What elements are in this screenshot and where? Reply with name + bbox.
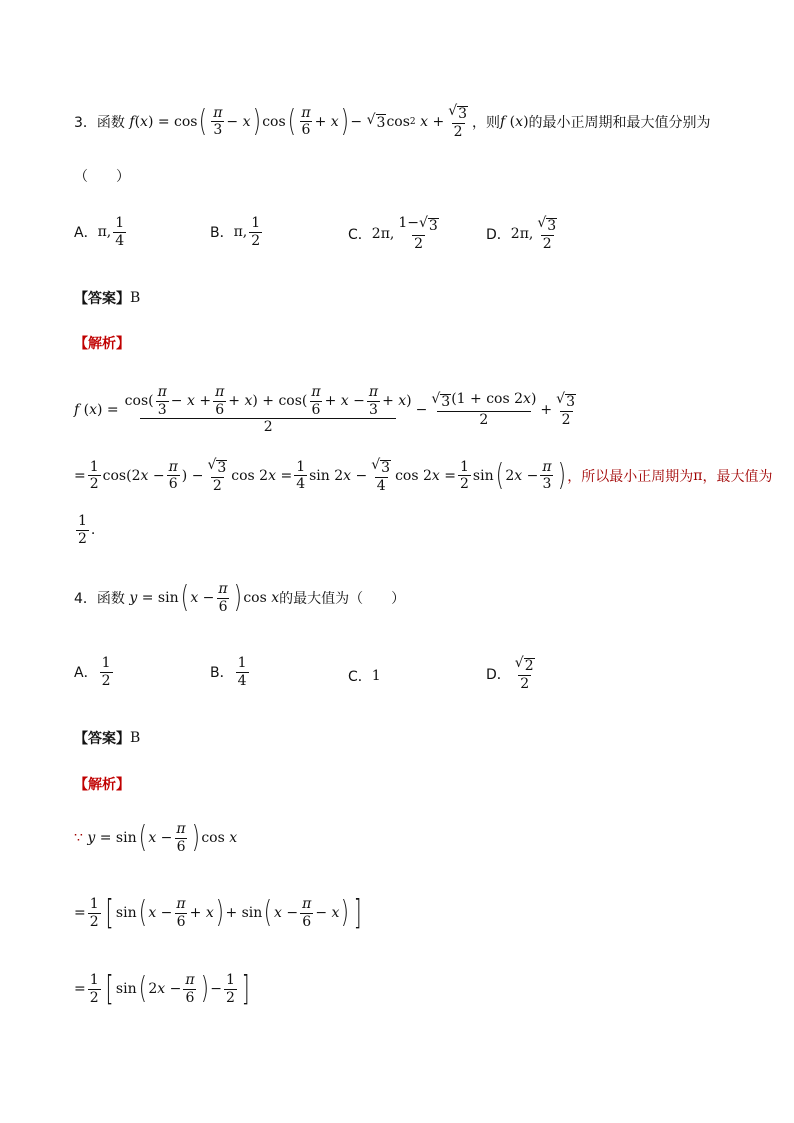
q4-option-d-label: D． (486, 666, 511, 683)
q4-number: 4． (74, 591, 97, 608)
q3-option-b-label: B． (210, 225, 234, 242)
q3-paren: （ ） (74, 169, 130, 185)
q4-option-c-value: 1 (371, 668, 381, 684)
q3-conclusion-text2: ，最大值为 (702, 468, 773, 485)
q3-analysis-line1: f ( x ) = cos( $\frac{\pi}{3}$ − x + $\frac{\pi}{6}$ + x) + cos( $\frac{\pi}{6}$ + x − $\frac{\pi}{3}$ + x) 2 − √ 3 (1 + cos 2x) 2 + √ 3 2 (74, 384, 575, 436)
q4-option-a-frac: $\frac{1}{2}$ (101, 655, 111, 689)
q4-option-b-frac: $\frac{1}{4}$ (237, 655, 247, 689)
q4-answer (74, 728, 140, 748)
q3-fx: f (x) (500, 113, 529, 130)
q3-option-a (74, 216, 128, 248)
q4-analysis-label: 【解析】 (74, 777, 130, 793)
q4-stem (74, 582, 405, 614)
q3-option-c-label: C． (348, 226, 372, 243)
q3-stem-end: 的最小正周期和最大值分别为 (528, 114, 711, 131)
q4-answer-value: B (130, 730, 141, 746)
q4-stem-end: 的最大值为（ ） (279, 591, 406, 608)
q4-option-b (210, 656, 251, 688)
q4-analysis-line2: = $\frac{1}{2}$ [ sin ( x − $\frac{\pi}{6}$ + x ) + sin ( x − $\frac{\pi}{6}$ − x ) ] (74, 893, 362, 933)
q3-answer-value: B (130, 290, 141, 306)
q3-option-c-frac: 1− √ 3 2 (398, 215, 438, 252)
q4-option-d (486, 656, 539, 691)
q3-option-d (486, 216, 561, 251)
q3-option-b-value: π, (233, 224, 248, 241)
q3-end-dot: . (90, 522, 96, 539)
q4-option-c (348, 666, 381, 686)
q3-conclusion-text: ，所以最小正周期为 (567, 468, 694, 485)
q3-option-a-value: π, (97, 224, 112, 241)
q3-option-d-label: D． (486, 226, 511, 243)
q4-option-a-label: A． (74, 665, 98, 682)
q3-option-c-value: 2π, (371, 225, 395, 242)
q3-option-a-label: A． (74, 225, 98, 242)
q3-option-d-frac: √ 3 2 (537, 215, 557, 252)
q3-analysis-label: 【解析】 (74, 336, 130, 352)
q4-option-d-frac: √ 2 2 (514, 655, 534, 692)
q4-option-a (74, 656, 115, 688)
q4-analysis-line3: = $\frac{1}{2}$ [ sin ( 2 x − $\frac{\pi}{6}$ ) − $\frac{1}{2}$ ] (74, 969, 250, 1009)
q4-because-symbol: ∵ (74, 830, 83, 847)
q3-analysis-line3: $\frac{1}{2}$ . (78, 513, 96, 547)
q3-answer (74, 288, 140, 308)
q4-option-c-label: C． (348, 669, 372, 685)
q3-stem-text: 函数 (96, 114, 125, 131)
q4-option-b-label: B． (210, 665, 234, 682)
q4-analysis-line1: ∵ y = sin ( x − $\frac{\pi}{6}$ ) cos x (74, 820, 238, 856)
q3-function: f ( x ) = cos ( $\frac{\pi}{3}$ − x ) cos ( $\frac{\pi}{6}$ + x ) − √ 3 cos 2 x + √ 3 2 (124, 103, 468, 140)
q3-answer-label: 【答案】 (74, 291, 130, 307)
q3-stem (74, 104, 711, 139)
q3-option-d-value: 2π, (510, 225, 534, 242)
q3-option-b (210, 216, 264, 248)
q3-analysis-line2: = $\frac{1}{2}$ cos(2 x − $\frac{\pi}{6}$ ) − √ 3 2 cos 2 x = $\frac{1}{4}$ sin 2 x − √ 3 4 cos 2 x = $\frac{1}{2}$ sin ( 2 x − $\frac{\pi}{3}$ ) ，所以最小正周期为 π ，最大值为 (74, 457, 773, 494)
q3-number: 3． (74, 114, 97, 131)
q3-option-b-frac: $\frac{1}{2}$ (251, 215, 261, 249)
q3-option-a-frac: $\frac{1}{4}$ (115, 215, 125, 249)
q4-answer-label: 【答案】 (74, 731, 130, 747)
q4-function: y = sin ( x − $\frac{\pi}{6}$ ) cos x (129, 580, 280, 616)
q3-option-c (348, 216, 443, 251)
q3-stem-tail: ，则 (472, 114, 501, 131)
q4-stem-text: 函数 (96, 591, 125, 608)
q3-period-value: π (693, 467, 703, 484)
